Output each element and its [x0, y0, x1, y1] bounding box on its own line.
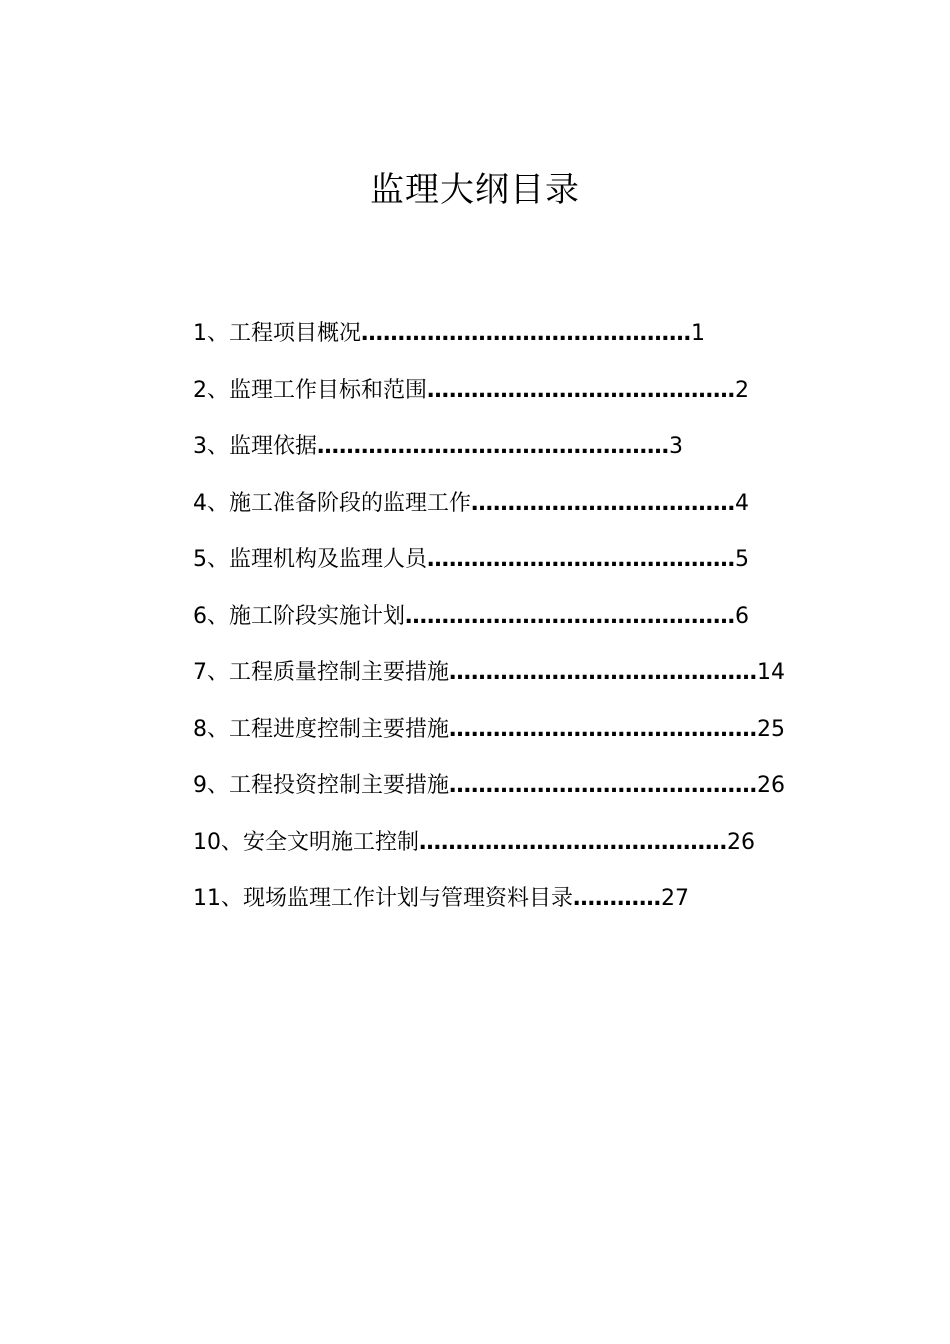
toc-item-page: 6 [735, 603, 750, 629]
toc-item-page: 3 [669, 434, 684, 459]
toc-item-page: 26 [757, 773, 786, 798]
toc-item-leader: …………………………………… [449, 716, 758, 742]
toc-item-page: 1 [691, 321, 706, 346]
table-of-contents [193, 312, 813, 934]
toc-item-title: 工程项目概况 [229, 321, 362, 346]
toc-item-title: 工程质量控制主要措施 [229, 660, 450, 685]
toc-item [193, 708, 813, 765]
toc-item-page: 2 [735, 377, 750, 403]
toc-item-leader: …………………………………… [427, 547, 736, 572]
toc-item-number: 3、 [193, 434, 229, 459]
toc-item-page: 25 [757, 716, 786, 742]
toc-item [193, 425, 813, 482]
toc-item-title: 现场监理工作计划与管理资料目录 [243, 886, 574, 911]
toc-item-number: 1、 [193, 321, 229, 346]
toc-item-leader: …………………………………… [427, 377, 736, 403]
toc-item-number: 10、 [193, 829, 243, 855]
toc-item-leader: ………… [573, 886, 662, 911]
toc-item-page: 4 [735, 490, 750, 516]
toc-item-page: 5 [735, 547, 750, 572]
toc-item [193, 821, 813, 878]
toc-item-page: 26 [727, 829, 756, 855]
toc-item [193, 312, 813, 369]
toc-item-title: 监理依据 [229, 434, 318, 459]
toc-item-page: 27 [661, 886, 690, 911]
toc-item-leader: ……………………………………… [405, 603, 736, 629]
toc-item [193, 369, 813, 426]
toc-item [193, 482, 813, 539]
toc-item-number: 4、 [193, 490, 229, 516]
toc-item [193, 764, 813, 821]
toc-item-title: 监理机构及监理人员 [229, 547, 428, 572]
toc-item [193, 595, 813, 652]
toc-item [193, 877, 813, 934]
toc-item [193, 538, 813, 595]
toc-item-number: 2、 [193, 377, 229, 403]
toc-item-title: 工程投资控制主要措施 [229, 773, 450, 798]
toc-item-title: 工程进度控制主要措施 [229, 716, 450, 742]
toc-item-title: 施工准备阶段的监理工作 [229, 490, 472, 516]
toc-item-number: 5、 [193, 547, 229, 572]
toc-item-leader: …………………………………… [449, 773, 758, 798]
toc-item-title: 安全文明施工控制 [243, 829, 420, 855]
toc-item [193, 651, 813, 708]
toc-item-title: 施工阶段实施计划 [229, 603, 406, 629]
toc-item-leader: ……………………………………… [361, 321, 692, 346]
toc-item-leader: …………………………………… [419, 829, 728, 855]
toc-item-number: 9、 [193, 773, 229, 798]
toc-item-page: 14 [757, 660, 786, 685]
toc-item-leader: ………………………………………… [317, 434, 670, 459]
toc-item-number: 7、 [193, 660, 229, 685]
toc-item-leader: ……………………………… [471, 490, 736, 516]
page-title: 监理大纲目录 [370, 170, 580, 210]
toc-item-number: 11、 [193, 886, 243, 911]
toc-item-number: 6、 [193, 603, 229, 629]
toc-item-title: 监理工作目标和范围 [229, 377, 428, 403]
toc-item-number: 8、 [193, 716, 229, 742]
toc-item-leader: …………………………………… [449, 660, 758, 685]
